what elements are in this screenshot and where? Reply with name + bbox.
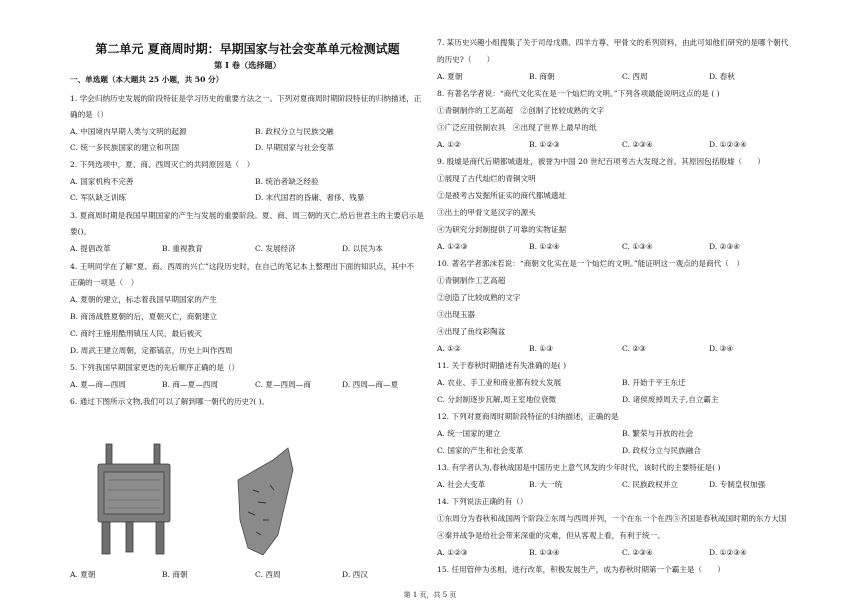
q4-option-c: C. 商纣王施用酷刑镇压人民，最后被灭 (70, 329, 202, 338)
q10-statement-4: ④出现了鱼纹彩陶盆 (437, 327, 506, 336)
q8-statement-1: ①青铜制作的工艺高超 ②创制了比较成熟的文字 (437, 106, 605, 115)
page-title: 第二单元 夏商周时期：早期国家与社会变革单元检测试题 (95, 42, 400, 56)
q14-option-a: A. ①②③ (437, 548, 468, 557)
q8-statement-2: ③广泛应用铁制农具 ④出现了世界上最早的纸 (437, 123, 597, 132)
q1-option-d: D. 早期国家与社会变革 (255, 143, 334, 152)
q15-stem: 15. 任用管仲为丞相，进行改革，积极发展生产，成为春秋时期第一个霸主是（ ） (437, 565, 725, 574)
q14-option-b: B. ①③④ (529, 548, 560, 557)
q9-statement-4: ④为研究分封制提供了可靠的实物证据 (437, 225, 567, 234)
bronze-ding-image (88, 440, 348, 560)
q6-stem: 6. 通过下图所示文物,我们可以了解到哪一朝代的历史?( )。 (70, 397, 270, 406)
q9-statement-1: ①展现了古代灿烂的青铜文明 (437, 174, 536, 183)
q14-option-d: D. ①②③④ (709, 548, 747, 557)
q13-stem: 13. 有学者认为,春秋战国是中国历史上意气风发的少年时代，该时代的主要特征是( ) (437, 463, 721, 472)
q6-option-c: C. 西周 (255, 570, 281, 579)
q10-option-c: C. ②③ (622, 344, 646, 353)
q3-stem: 3. 夏商周时期是我国早期国家的产生与发展的重要阶段。夏、商、周三朝的灭亡,给后世君主的主要启示是 (70, 211, 424, 220)
q1-stem-cont: 确的是（） (70, 110, 108, 119)
q12-option-b: B. 繁荣与开放的社会 (622, 429, 694, 438)
q3-option-c: C. 发展经济 (255, 244, 296, 253)
q4-stem-cont: 正确的一项是（ ） (70, 278, 139, 287)
q4-option-d: D. 周武王建立周朝，定都镐京，历史上叫作西周 (70, 346, 233, 355)
q7-option-c: C. 西周 (622, 72, 648, 81)
q9-statement-2: ②是被考古发掘所证实的商代都城遗址 (437, 191, 567, 200)
q1-stem: 1. 学会归纳历史发展的阶段特征是学习历史的重要方法之一。下列对夏商周时期阶段特征的归纳描述，正 (70, 94, 422, 103)
q9-option-b: B. ①②④ (529, 242, 560, 251)
q11-option-a: A. 农业、手工业和商业都有较大发展 (437, 378, 562, 387)
q2-stem: 2. 下列选项中，夏、商、西周灭亡的共同原因是（ ） (70, 160, 255, 169)
q12-option-c: C. 国家的产生和社会变革 (437, 446, 524, 455)
q13-option-a: A. 社会大变革 (437, 480, 486, 489)
q8-option-c: C. ②③④ (622, 140, 653, 149)
q9-statement-3: ③出土的甲骨文是汉字的源头 (437, 208, 536, 217)
q10-statement-2: ②创造了比较成熟的文字 (437, 293, 521, 302)
q2-option-d: D. 末代国君的昏庸、奢侈、残暴 (255, 193, 365, 202)
q1-option-b: B. 政权分立与民族交融 (255, 127, 334, 136)
q4-stem: 4. 王明同学在了解“夏、商、西周的兴亡”这段历史时，在自己的笔记本上整理出下面的知识点，其中不 (70, 262, 414, 271)
q5-option-b: B. 商—夏—西周 (162, 380, 218, 389)
section-heading: 一、单选题（本大题共 25 小题，共 50 分） (70, 75, 224, 84)
q11-option-c: C. 分封制逐步瓦解,周王室地位衰微 (437, 395, 557, 404)
q10-stem: 10. 著名学者郭沫若说：“商朝文化实在是一个灿烂的文明。”能证明这一观点的是商代（ ） (437, 259, 745, 268)
q1-option-a: A. 中国境内早期人类与文明的起源 (70, 127, 187, 136)
q12-option-a: A. 统一国家的建立 (437, 429, 501, 438)
q6-option-d: D. 西汉 (342, 570, 368, 579)
q10-statement-1: ①青铜制作工艺高超 (437, 276, 506, 285)
q12-option-d: D. 政权分立与民族融合 (622, 446, 701, 455)
q13-option-c: C. 民族政权并立 (622, 480, 678, 489)
q6-option-b: B. 商朝 (162, 570, 188, 579)
q9-option-a: A. ①②③ (437, 242, 468, 251)
q10-option-b: B. ①③ (529, 344, 554, 353)
q5-option-d: D. 西周—商—夏 (342, 380, 399, 389)
q1-option-c: C. 统一多民族国家的建立和巩固 (70, 143, 180, 152)
q14-statement-2: ④秦并战争是给社会带来深重的灾难，但从客观上看，有利于统一。 (437, 531, 665, 540)
q5-option-c: C. 夏—西周—商 (255, 380, 311, 389)
q2-option-b: B. 统治者缺乏经验 (255, 177, 319, 186)
q9-option-c: C. ①③④ (622, 242, 653, 251)
q6-option-a: A. 夏朝 (70, 570, 96, 579)
q3-stem-cont: 要()。 (70, 227, 92, 236)
q13-option-b: B. 大一统 (529, 480, 563, 489)
q11-stem: 11. 关于春秋时期描述有失准确的是( ) (437, 361, 567, 370)
q7-option-b: B. 商朝 (529, 72, 555, 81)
q10-option-a: A. ①② (437, 344, 461, 353)
q10-statement-3: ③出现玉器 (437, 310, 475, 319)
q3-option-d: D. 以民为本 (342, 244, 384, 253)
q7-stem: 7. 某历史兴趣小组搜集了关于司母戊鼎、四羊方尊、甲骨文的系列资料，由此可知他们研究的是哪个朝代 (437, 38, 789, 47)
q4-option-b: B. 商汤战胜夏朝的后，夏朝灭亡，商朝建立 (70, 312, 218, 321)
q8-stem: 8. 有著名学者说：“商代文化实在是一个灿烂的文明。”下列各项最能说明这点的是 ( ) (437, 89, 720, 98)
q13-option-d: D. 专制皇权加强 (709, 480, 766, 489)
q3-option-b: B. 重视教育 (162, 244, 203, 253)
q7-stem-cont: 的历史?（ ） (437, 55, 495, 64)
paper-subtitle: 第 I 卷（选择题） (214, 60, 281, 70)
q2-option-a: A. 国家机构不完善 (70, 177, 134, 186)
q7-option-a: A. 夏朝 (437, 72, 463, 81)
q6-artifact-images (88, 440, 348, 560)
q14-statement-1: ①东周分为春秋和战国两个阶段②东周与西周并列，一个在东一个在西③齐国是春秋战国时期的东方大国 (437, 514, 787, 523)
page-footer: 第 1 页，共 5 页 (403, 591, 457, 599)
q11-option-b: B. 开始于平王东迁 (622, 378, 686, 387)
q9-option-d: D. ②③④ (709, 242, 741, 251)
q14-option-c: C. ②③④ (622, 548, 653, 557)
q5-stem: 5. 下列我国早期国家更迭的先后顺序正确的是（） (70, 363, 240, 372)
q4-option-a: A. 夏朝的建立，标志着我国早期国家的产生 (70, 295, 217, 304)
q14-stem: 14. 下列说法正确的有（） (437, 497, 528, 506)
q3-option-a: A. 提倡改革 (70, 244, 111, 253)
oracle-bone-image (238, 448, 293, 555)
q8-option-b: B. ①②③ (529, 140, 560, 149)
q5-option-a: A. 夏—商—西周 (70, 380, 126, 389)
q10-option-d: D. ③④ (709, 344, 734, 353)
q7-option-d: D. 春秋 (709, 72, 735, 81)
q9-stem: 9. 殷墟是商代后期都城遗址，被誉为中国 20 世纪百项考古大发现之首。其原因包括殷墟（ ） (437, 157, 765, 166)
q2-option-c: C. 军队缺乏训练 (70, 193, 126, 202)
q8-option-a: A. ①② (437, 140, 461, 149)
q12-stem: 12. 下列对夏商周时期阶段特征的归纳描述，正确的是 (437, 412, 619, 421)
q8-option-d: D. ①②③④ (709, 140, 747, 149)
q11-option-d: D. 诸侯废掉周天子,自立霸主 (622, 395, 719, 404)
